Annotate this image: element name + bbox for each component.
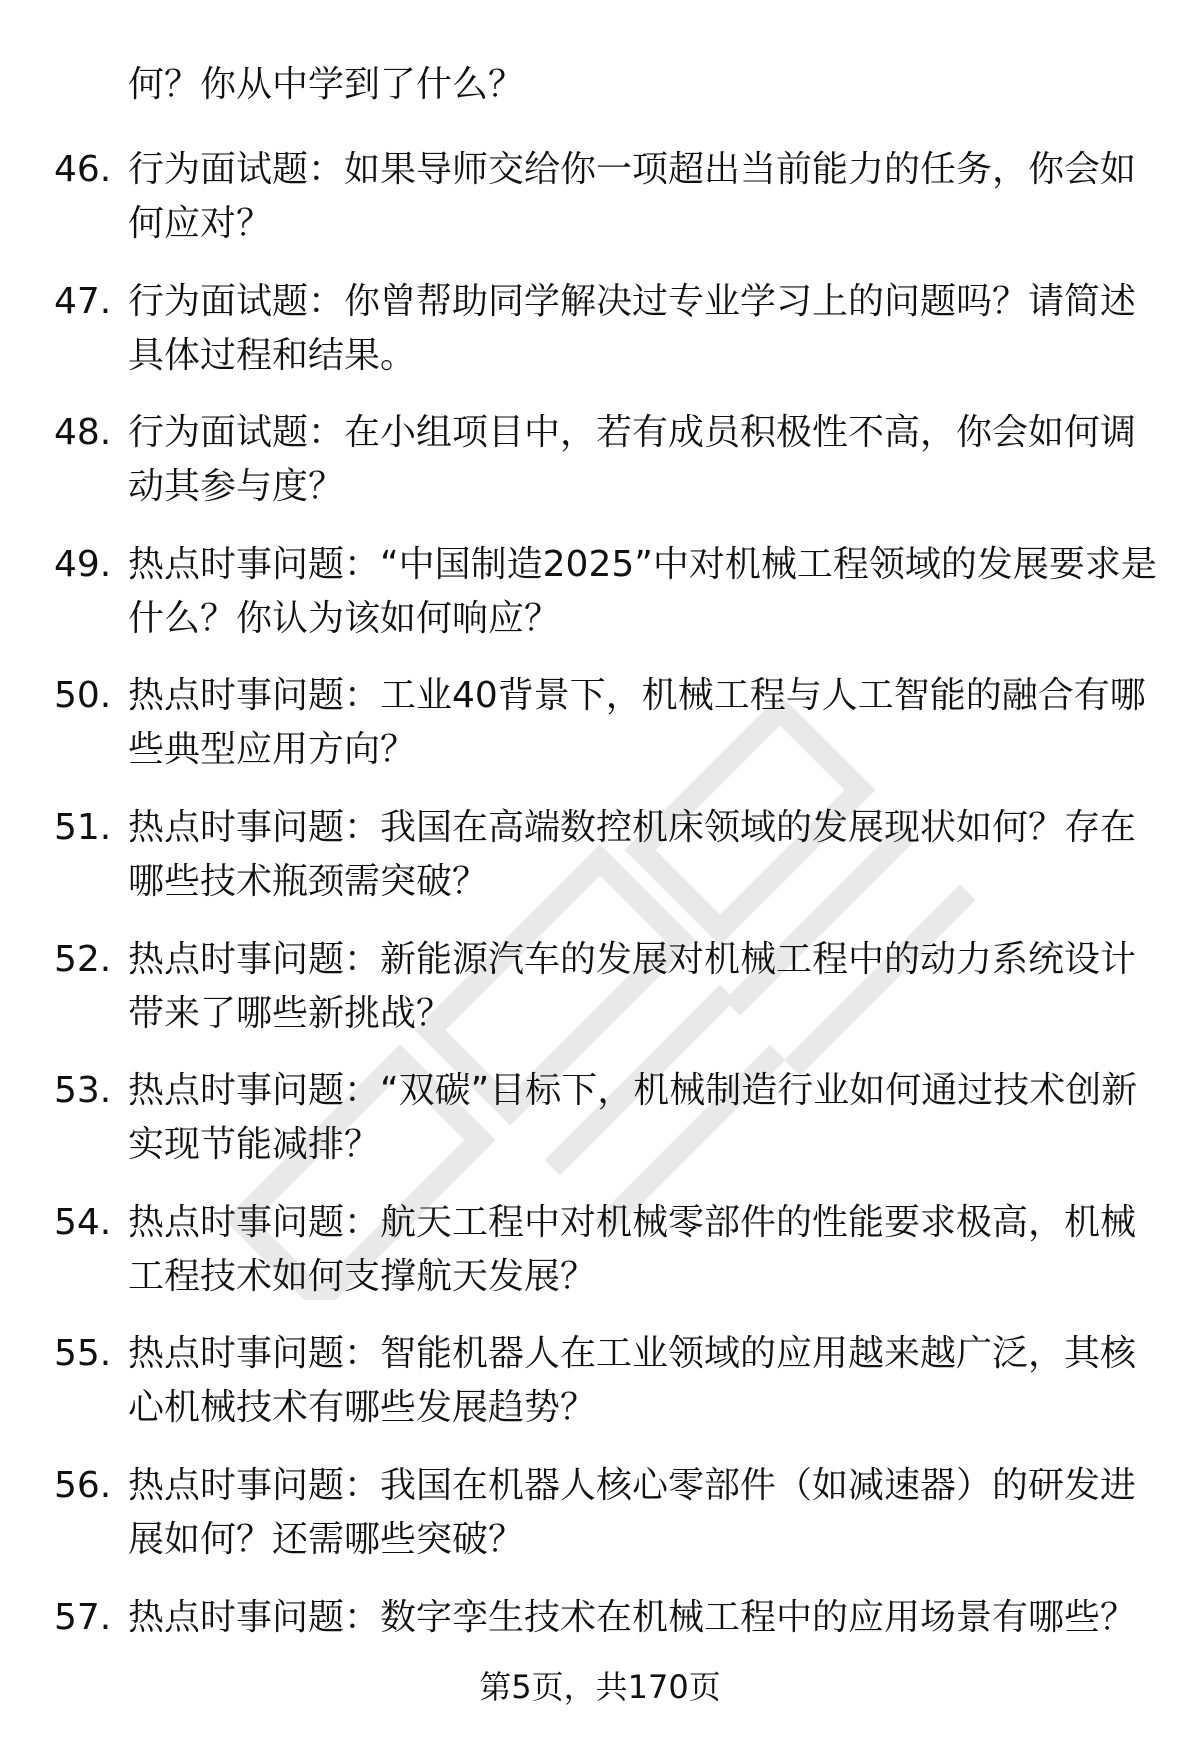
question-item	[0, 1052, 1200, 1184]
question-item	[0, 263, 1200, 395]
question-list	[0, 131, 1200, 1710]
question-item	[0, 921, 1200, 1053]
page-footer: 第5页，共170页	[479, 1668, 721, 1706]
question-number: 52.	[54, 938, 112, 980]
question-number: 47.	[54, 280, 112, 322]
question-text: 热点时事问题：智能机器人在工业领域的应用越来越广泛，其核心机械技术有哪些发展趋势？	[128, 1333, 1137, 1429]
question-number: 53.	[54, 1070, 112, 1112]
question-number: 49.	[54, 543, 112, 585]
question-item	[0, 657, 1200, 789]
question-item	[0, 394, 1200, 526]
question-number: 51.	[54, 806, 112, 848]
continuation-text: 何？你从中学到了什么？	[128, 64, 525, 105]
question-item	[0, 1315, 1200, 1447]
question-text: 行为面试题：在小组项目中，若有成员积极性不高，你会如何调动其参与度？	[128, 412, 1137, 508]
question-text: 热点时事问题：“中国制造2025”中对机械工程领域的发展要求是什么？你认为该如何响应？	[128, 543, 1157, 639]
question-text: 行为面试题：你曾帮助同学解决过专业学习上的问题吗？请简述具体过程和结果。	[128, 280, 1137, 376]
question-text: 行为面试题：如果导师交给你一项超出当前能力的任务，你会如何应对？	[128, 149, 1137, 244]
question-text: 热点时事问题：航天工程中对机械零部件的性能要求极高，机械工程技术如何支撑航天发展？	[128, 1201, 1137, 1297]
question-text: 热点时事问题：新能源汽车的发展对机械工程中的动力系统设计带来了哪些新挑战？	[128, 938, 1137, 1034]
question-text: 热点时事问题：数字孪生技术在机械工程中的应用场景有哪些？	[128, 1596, 1137, 1638]
question-text: 热点时事问题：工业40背景下，机械工程与人工智能的融合有哪些典型应用方向？	[128, 675, 1146, 771]
question-item	[0, 131, 1200, 263]
question-number: 56.	[54, 1464, 112, 1506]
question-item	[0, 526, 1200, 658]
question-text: 热点时事问题：我国在机器人核心零部件（如减速器）的研发进展如何？还需哪些突破？	[128, 1464, 1137, 1560]
question-item	[0, 789, 1200, 921]
question-number: 50.	[54, 675, 112, 717]
question-text: 热点时事问题：我国在高端数控机床领域的发展现状如何？存在哪些技术瓶颈需突破？	[128, 806, 1137, 902]
question-number: 54.	[54, 1201, 112, 1243]
question-text: 热点时事问题：“双碳”目标下，机械制造行业如何通过技术创新实现节能减排？	[128, 1070, 1138, 1166]
question-number: 55.	[54, 1333, 112, 1375]
question-number: 57.	[54, 1596, 112, 1638]
question-number: 46.	[54, 149, 112, 190]
question-number: 48.	[54, 412, 112, 454]
question-item	[0, 1184, 1200, 1316]
question-item	[0, 1447, 1200, 1579]
